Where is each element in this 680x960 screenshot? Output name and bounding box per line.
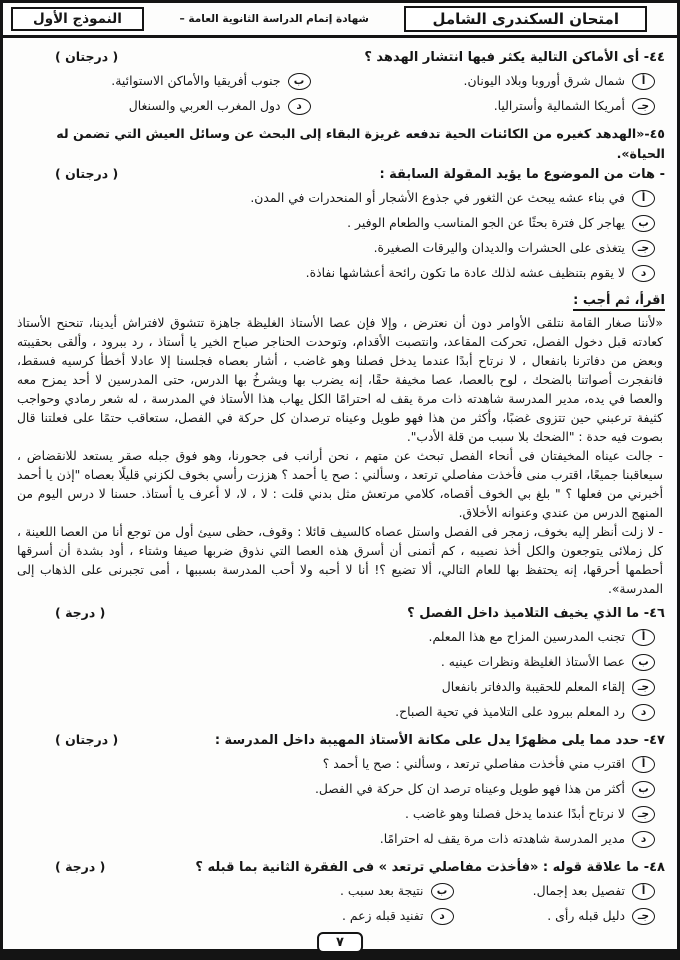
question-45-number: ٤٥- — [644, 126, 665, 141]
question-46-header — [15, 603, 665, 624]
question-47-number: ٤٧- — [643, 733, 665, 748]
option-a[interactable] — [15, 187, 665, 212]
page-number-box — [317, 932, 363, 953]
question-44 — [15, 47, 665, 120]
question-48-options — [15, 880, 665, 930]
page-number: ٧ — [336, 935, 344, 950]
question-48-marks: ( درجة ) — [55, 859, 106, 874]
question-44-header — [15, 47, 665, 68]
question-46-marks: ( درجة ) — [55, 605, 106, 620]
option-text: شمال شرق أوروبا وبلاد اليونان. — [463, 73, 625, 88]
question-45-quote: ٤٥-«الهدهد كغيره من الكائنات الحية تدفعه غريزة البقاء إلى البحث عن وسائل العيش التي تضمن له الحياة». — [56, 126, 665, 161]
question-44-marks: ( درجتان ) — [55, 49, 119, 64]
option-text: يهاجر كل فترة بحثًا عن الجو المناسب والطعام الوفير . — [347, 215, 625, 230]
option-d[interactable] — [15, 701, 665, 726]
question-45-prompt: - هات من الموضوع ما يؤيد المقولة السابقة : — [379, 167, 665, 182]
option-c[interactable] — [15, 237, 665, 262]
question-48-number: ٤٨- — [643, 860, 665, 875]
option-d[interactable] — [15, 905, 464, 930]
question-45-prompt-row — [15, 164, 665, 185]
passage-paragraph-2: - جالت عيناه المخيفتان فى أنحاء الفصل تبحث عن متهم ، نحن أرانب فى جحورنا، وهو فوق جبله صقر يستعد للانقضاض ، سيعاقبنا جميعًا، اقترب منى فأخذت مفاصلي ترتعد ، وسألني : صح يا أحمد ؟ هززت رأسي بخوف لكزني قليلًا بعصاه "إذن يا أحمد أخبرني من فعلها ؟ " بلغ بي الخوف أقصاه، كلامي مرتعش مثل بدني قلت : لا ، لا، لا أعرف يا أستاذ. حسنا لا درس اليوم من المنهج الدرس من عندي وعنوانه الأخلاق. — [17, 449, 663, 520]
question-45-options — [15, 187, 665, 287]
option-letter-circle: جـ — [632, 240, 655, 257]
page-header — [3, 3, 677, 34]
exam-title: امتحان السكندرى الشامل — [432, 10, 619, 28]
option-text: لا يقوم بتنظيف عشه لذلك عادة ما تكون رائحة أعشاشها نفاذة. — [305, 265, 625, 280]
option-letter-circle: جـ — [632, 908, 655, 925]
option-text: تفصيل بعد إجمال. — [532, 883, 625, 898]
option-text: عصا الأستاذ الغليظة ونظرات عينيه . — [440, 654, 625, 669]
option-b[interactable] — [15, 212, 665, 237]
question-48-header — [15, 857, 665, 878]
question-46-number: ٤٦- — [643, 606, 665, 621]
option-text: يتغذى على الحشرات والديدان واليرقات الصغيرة. — [373, 240, 625, 255]
question-47 — [15, 730, 665, 853]
question-48-text: ٤٨- ما علاقة قوله : «فأخذت مفاصلي ترتعد » فى الفقرة الثانية بما قبله ؟ — [195, 860, 665, 875]
option-text: أكثر من هذا فهو طويل وعيناه ترصد ان كل حركة في الفصل. — [314, 781, 625, 796]
question-44-options — [15, 70, 665, 120]
option-text: جنوب أفريقيا والأماكن الاستوائية. — [111, 73, 281, 88]
option-letter-circle: أ — [632, 73, 655, 90]
option-letter-circle: أ — [632, 190, 655, 207]
option-text: مدير المدرسة شاهدته ذات مرة يقف له احترامًا. — [379, 831, 625, 846]
option-letter-circle: جـ — [632, 806, 655, 823]
option-letter-circle: د — [288, 98, 311, 115]
reading-heading: اقرأ، ثم أجب : — [573, 293, 665, 311]
option-d[interactable] — [15, 95, 321, 120]
option-letter-circle: ب — [431, 883, 454, 900]
option-a[interactable] — [15, 753, 665, 778]
option-b[interactable] — [15, 778, 665, 803]
option-text: دول المغرب العربي والسنغال — [128, 98, 281, 113]
option-b[interactable] — [15, 651, 665, 676]
option-text: اقترب مني فأخذت مفاصلي ترتعد ، وسألني : صح يا أحمد ؟ — [322, 756, 625, 771]
option-a[interactable] — [321, 70, 666, 95]
option-text: أمريكا الشمالية وأستراليا. — [493, 98, 625, 113]
option-letter-circle: د — [431, 908, 454, 925]
question-46 — [15, 603, 665, 726]
option-letter-circle: د — [632, 831, 655, 848]
passage-paragraph-3: - لا زلت أنظر إليه بخوف، زمجر فى الفصل واستل عصاه كالسيف قائلا : وقوف، حظى سيئ أول من توجع أنا من العصا اللعينة ، كل زملائى يتوجعون والكل أخذ نصيبه ، كم أتمنى أن أسرق هذه العصا التي نذوق ضربها صيفا وشتاء ، أود بشدة أن أسرقها أحطمها أحرقها، إنه يحتفظ بها للعام التالي، ألا تضيع ؟! أنا لا أحبه ولا أحب المدرسة بسببها ، أمى تجبرنى على الذهاب إلى المدرسة». — [17, 525, 663, 596]
option-text: نتيجة بعد سبب . — [339, 883, 424, 898]
option-d[interactable] — [15, 262, 665, 287]
option-letter-circle: د — [632, 265, 655, 282]
exam-content — [3, 38, 677, 930]
question-45-marks: ( درجتان ) — [55, 166, 119, 181]
model-number-label: النموذج الأول — [33, 11, 122, 27]
option-text: لا نرتاح أبدًا عندما يدخل فصلنا وهو غاضب . — [404, 806, 625, 821]
option-letter-circle: ب — [632, 215, 655, 232]
question-47-header — [15, 730, 665, 751]
option-b[interactable] — [15, 880, 464, 905]
reading-passage — [17, 314, 663, 599]
option-c[interactable] — [321, 95, 666, 120]
question-48 — [15, 857, 665, 930]
option-a[interactable] — [464, 880, 666, 905]
question-44-number: ٤٤- — [643, 50, 665, 65]
question-47-text: ٤٧- حدد مما يلى مظهرًا يدل على مكانة الأستاذ المهيبة داخل المدرسة : — [214, 733, 665, 748]
question-47-marks: ( درجتان ) — [55, 732, 119, 747]
option-c[interactable] — [464, 905, 666, 930]
option-a[interactable] — [15, 626, 665, 651]
option-letter-circle: ب — [632, 781, 655, 798]
exam-subtitle: شهادة إتمام الدراسة الثانوية العامة – — [179, 13, 369, 25]
question-46-text: ٤٦- ما الذي يخيف التلاميذ داخل الفصل ؟ — [407, 606, 665, 621]
option-letter-circle: ب — [632, 654, 655, 671]
option-text: تفنيد قبله زعم . — [342, 908, 424, 923]
option-text: إلقاء المعلم للحقيبة والدفاتر بانفعال — [441, 679, 625, 694]
option-text: في بناء عشه يبحث عن الثغور في جذوع الأشجار أو المنحدرات في المدن. — [250, 190, 625, 205]
option-letter-circle: جـ — [632, 98, 655, 115]
option-letter-circle: جـ — [632, 679, 655, 696]
passage-paragraph-1: «لأننا صغار القامة نتلقى الأوامر دون أن نعترض ، وإلا فإن عصا الأستاذ الغليظة جاهزة تتشوق لافتراش أيدينا، تنحنح الأستاذ كعادته قبل دخول الفصل، تحركت المقاعد، وانتصبت الأقدام، وتوحدت الحناجر صباح الخير يا أستاذ ، رد ببرود ، وألقى بحقيبته وبعض من دفاترنا بانفعال ، لا نرتاح أبدًا عندما يدخل فصلنا وهو غاضب ، أشار بعصاه فجلسنا إلا عادلا أخطأ كرسيه فسقط، فانفجرت أصواتنا بالضحك ، لوح بالعصا، عصا مخيفة حقًا، إنه يضرب بها ويشرخُ بها الدرس، حتى المدرسين لا أحد يمزح معه والعصا في يده، مدير المدرسة شاهدته ذات مرة يقف له احترامًا الكل يهاب هذا الأستاذ في المدرسة ، له شعر رمادي وحواجب كثيفة ترعبني حين تتزوى غضبًا، وأكثر من هذا فهو طويل وعيناه ترصدان كل حركة في الفصل، ستعاقب حتمًا على فعلتنا قال بصوت فيه حدة : "الضحك بلا سبب من قلة الأدب". — [17, 316, 663, 444]
exam-title-box — [404, 6, 647, 32]
option-letter-circle: د — [632, 704, 655, 721]
option-c[interactable] — [15, 676, 665, 701]
reading-section — [15, 287, 665, 599]
option-letter-circle: أ — [632, 883, 655, 900]
question-45 — [15, 124, 665, 287]
question-47-options — [15, 753, 665, 853]
option-letter-circle: أ — [632, 756, 655, 773]
option-c[interactable] — [15, 803, 665, 828]
question-46-options — [15, 626, 665, 726]
option-text: دليل قبله رأى . — [547, 908, 625, 923]
option-text: تجنب المدرسين المزاح مع هذا المعلم. — [428, 629, 625, 644]
option-d[interactable] — [15, 828, 665, 853]
option-letter-circle: أ — [632, 629, 655, 646]
question-44-text: ٤٤- أى الأماكن التالية يكثر فيها انتشار الهدهد ؟ — [364, 50, 665, 65]
option-b[interactable] — [15, 70, 321, 95]
option-text: رد المعلم ببرود على التلاميذ في تحية الصباح. — [395, 704, 625, 719]
model-number-box — [11, 7, 144, 31]
option-letter-circle: ب — [288, 73, 311, 90]
